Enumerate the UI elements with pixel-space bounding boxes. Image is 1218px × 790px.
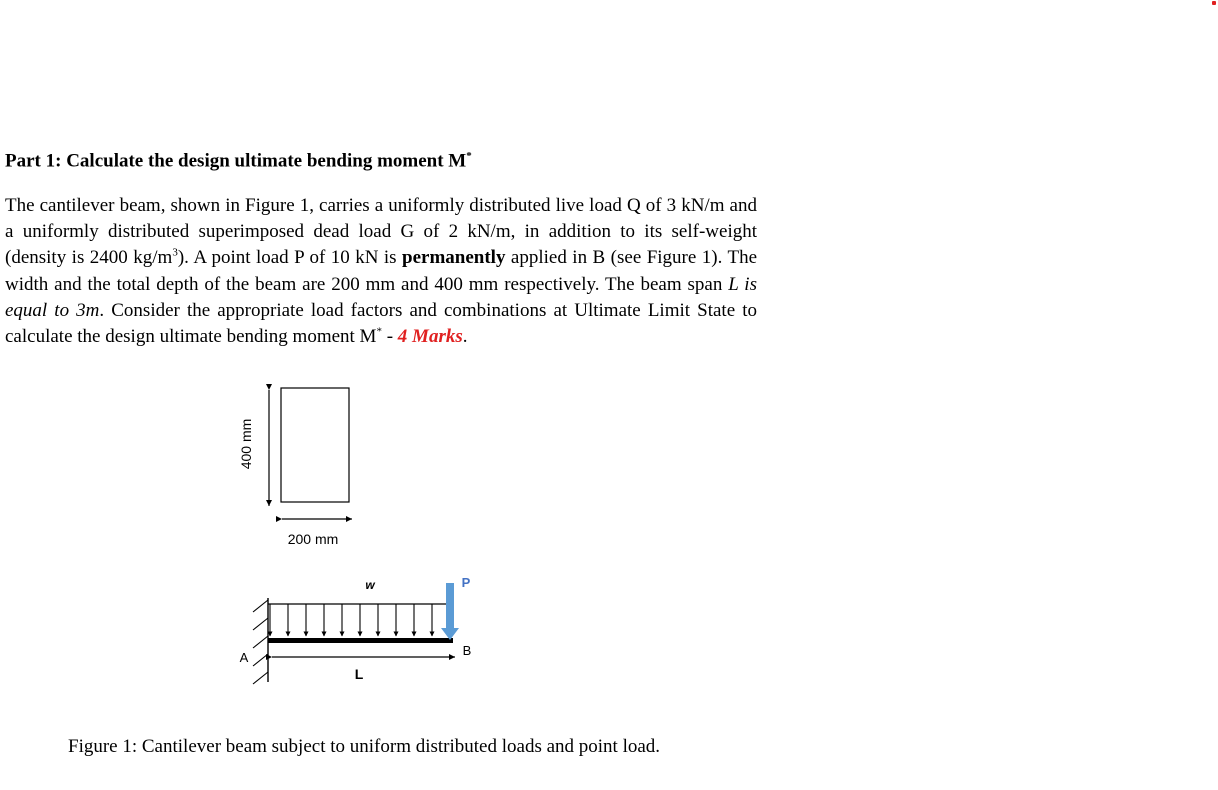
para-sup-cubed: 3 <box>172 247 178 260</box>
depth-label: 400 mm <box>238 418 254 470</box>
width-label: 200 mm <box>287 531 339 547</box>
para-text-4: . Consider the appropriate load factors and combinations at Ultimate Limit State to calculate the design ultimate bending moment M <box>5 299 757 348</box>
udl-arrows <box>270 604 432 636</box>
para-sup-star: * <box>376 325 382 338</box>
para-text-5: - <box>381 326 398 348</box>
para-bold-permanently: permanently <box>402 247 506 269</box>
heading-text: Part 1: Calculate the design ultimate bending moment M <box>5 150 467 172</box>
heading-superscript: * <box>466 150 472 162</box>
para-italic-span: L is equal to 3m <box>5 273 757 321</box>
red-marker-dot <box>1212 1 1216 5</box>
support-label-a: A <box>239 650 249 665</box>
figure-caption: Figure 1: Cantilever beam subject to uniform distributed loads and point load. <box>68 736 661 757</box>
cross-section-rect <box>281 388 349 502</box>
support-hatching <box>253 600 268 684</box>
para-text-1: The cantilever beam, shown in Figure 1, carries a uniformly distributed live load Q of 3 kN/m and a uniformly distributed superimposed dead load G of 2 kN/m, in addition to its self-weight (density is 2400 kg/m <box>5 195 757 269</box>
beam-member <box>268 638 453 643</box>
point-load-shaft <box>446 583 454 630</box>
udl-label: w <box>365 578 375 592</box>
marks-label: 4 Marks <box>397 326 463 348</box>
span-label: L <box>354 666 364 682</box>
para-end: . <box>462 326 468 348</box>
para-text-3: applied in B (see Figure 1). The width and the total depth of the beam are 200 mm and 400 mm respectively. The beam span <box>5 247 758 295</box>
point-load-label: P <box>461 575 471 590</box>
para-text-2: ). A point load P of 10 kN is <box>177 247 403 269</box>
end-label-b: B <box>462 643 472 658</box>
